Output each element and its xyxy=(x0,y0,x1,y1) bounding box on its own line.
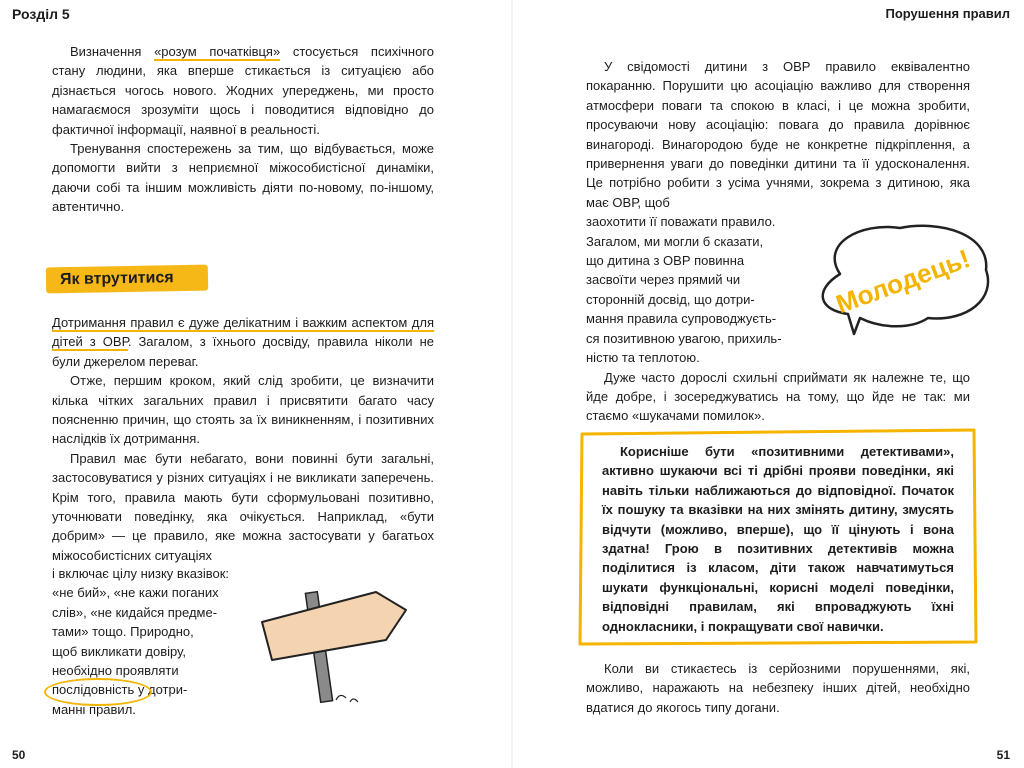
bubble-text: Молодець! xyxy=(831,243,974,320)
circled-word xyxy=(52,682,134,697)
wrap-line: тами» тощо. Природно, xyxy=(52,624,194,640)
right-paragraph-1: У свідомості дитини з ОВР правило еквівалентно покаранню. Порушити цю асоціацію важливо для створення атмосфери поваги та спокою в класі, і це можна зробити, просуваючи нову асоціацію: повага до правила дорівнює винагороді. Винагородою буде не конкретне підкріплення, а привернення уваги до поведінки дитини та її удосконалення. Це потрібно робити з усіма учнями, зокрема з дитиною, яка має ОВР, щоб xyxy=(586,59,970,210)
wrap-line: щоб викликати довіру, xyxy=(52,643,186,659)
page-number-left: 50 xyxy=(12,748,26,762)
body-paragraph-2: Отже, першим кроком, який слід зробити, це визначити кілька чітких загальних правил і присвятити багато часу поясненню причин, що стоять за їх виникненням, і позитивних наслідків їх дотримання. xyxy=(52,373,434,447)
body-paragraph-3: Правил має бути небагато, вони повинні бути загальні, застосовуватися у різних ситуаціях і не викликати заперечень. Крім того, правила мають бути сформульовані позитивно, уточнювати поведінку, яка очікується. Наприклад, «бути добрим» — це правило, яке можна застосувати у багатьох міжособистісних ситуаціях xyxy=(52,450,434,563)
body-text xyxy=(52,313,434,565)
wrapped-text-left xyxy=(52,564,252,719)
running-head-left: Розділ 5 xyxy=(12,6,70,22)
wrap-line: ся позитивною увагою, прихиль- xyxy=(586,330,782,346)
wrap-line: засвоїти через прямий чи xyxy=(586,272,741,288)
wrap-line: сторонній досвід, що дотри- xyxy=(586,291,755,307)
wrap-line xyxy=(52,680,252,699)
wrap-line: необхідно проявляти xyxy=(52,663,179,679)
wrap-line: мання правила супроводжуєть- xyxy=(586,311,777,327)
intro-paragraph xyxy=(52,42,434,139)
wrap-line: що дитина з ОВР повинна xyxy=(586,253,745,269)
intro-text-start: Визначення xyxy=(70,44,155,59)
wrap-line: манні правил. xyxy=(52,701,136,717)
body-paragraph-1-end: . Загалом, з їхнього досвіду, правила ніколи не були джерелом переваг. xyxy=(52,334,434,369)
wrap-line: заохотити її поважати правило. xyxy=(586,214,776,230)
right-paragraph-2: Дуже часто дорослі схильні сприймати як належне те, що йде добре, і зосереджуватись на тому, що йде не так: ми стаємо «шукачами помилок». xyxy=(586,369,970,424)
callout-box xyxy=(578,428,978,646)
wrap-line: і включає цілу низку вказівок: xyxy=(52,566,230,581)
callout-paragraph: Корисніше бути «позитивними детективами», активно шукаючи всі ті дрібні прояви поведінки, які навіть тільки наближаються до відповідної. Початок їх пошуку та вказівки на них змінять дитину, змусять відчути (можливо, вперше), що її цінують і вона здатна! Грою в позитивних детективів можна поділитися із класом, діти також навчатимуться шукати функціональні, корисні моделі поведінки, відповідні правилам, які впроваджують їхні однокласники, і покращувати свої навички. xyxy=(602,444,954,634)
callout-text xyxy=(602,442,954,636)
body-paragraph-1 xyxy=(52,313,434,371)
closing-text xyxy=(586,659,970,717)
wrapped-text-right xyxy=(586,212,808,367)
term-highlight: «розум початківця» xyxy=(154,44,281,59)
right-paragraph-3: Коли ви стикаєтесь із серйозними порушеннями, які, можливо, наражають на небезпеку інших дітей, необхідно вдатися до якогось типу догани. xyxy=(586,661,970,715)
intro-paragraph-2: Тренування спостережень за тим, що відбувається, може допомогти вийти з неприємної міжособистісної динаміки, даючи собі та іншим можливість діяти по-новому, по-іншому, автентично. xyxy=(52,141,434,215)
running-head-right: Порушення правил xyxy=(885,6,1010,21)
circled-word-text: послідовність xyxy=(52,682,135,698)
wrap-line: ністю та теплотою. xyxy=(586,350,700,366)
wrap-tail: у дотри- xyxy=(134,682,188,698)
intro-text-end: стосується психічного стану людини, яка вперше стикається із ситуацією або дізнається чогось нового. Жодних упереджень, ми просто намагаємося зрозуміти щось і поводитися відповідно до фактичної інформації, наявної в реальності. xyxy=(52,44,434,137)
page-number-right: 51 xyxy=(996,748,1010,762)
page-gutter xyxy=(511,0,513,768)
section-heading: Як втрутитися xyxy=(46,265,208,294)
signpost-icon xyxy=(258,582,418,712)
wrap-line: Загалом, ми могли б сказати, xyxy=(586,233,764,249)
highlight-sentence: Дотримання правил є дуже делікатним і важким аспектом для дітей з ОВР xyxy=(52,315,434,350)
intro-text xyxy=(52,42,434,217)
wrap-line: «не бий», «не кажи поганих xyxy=(52,585,219,601)
wrap-line: слів», «не кидайся предме- xyxy=(52,604,218,620)
speech-bubble-icon xyxy=(800,214,1000,338)
